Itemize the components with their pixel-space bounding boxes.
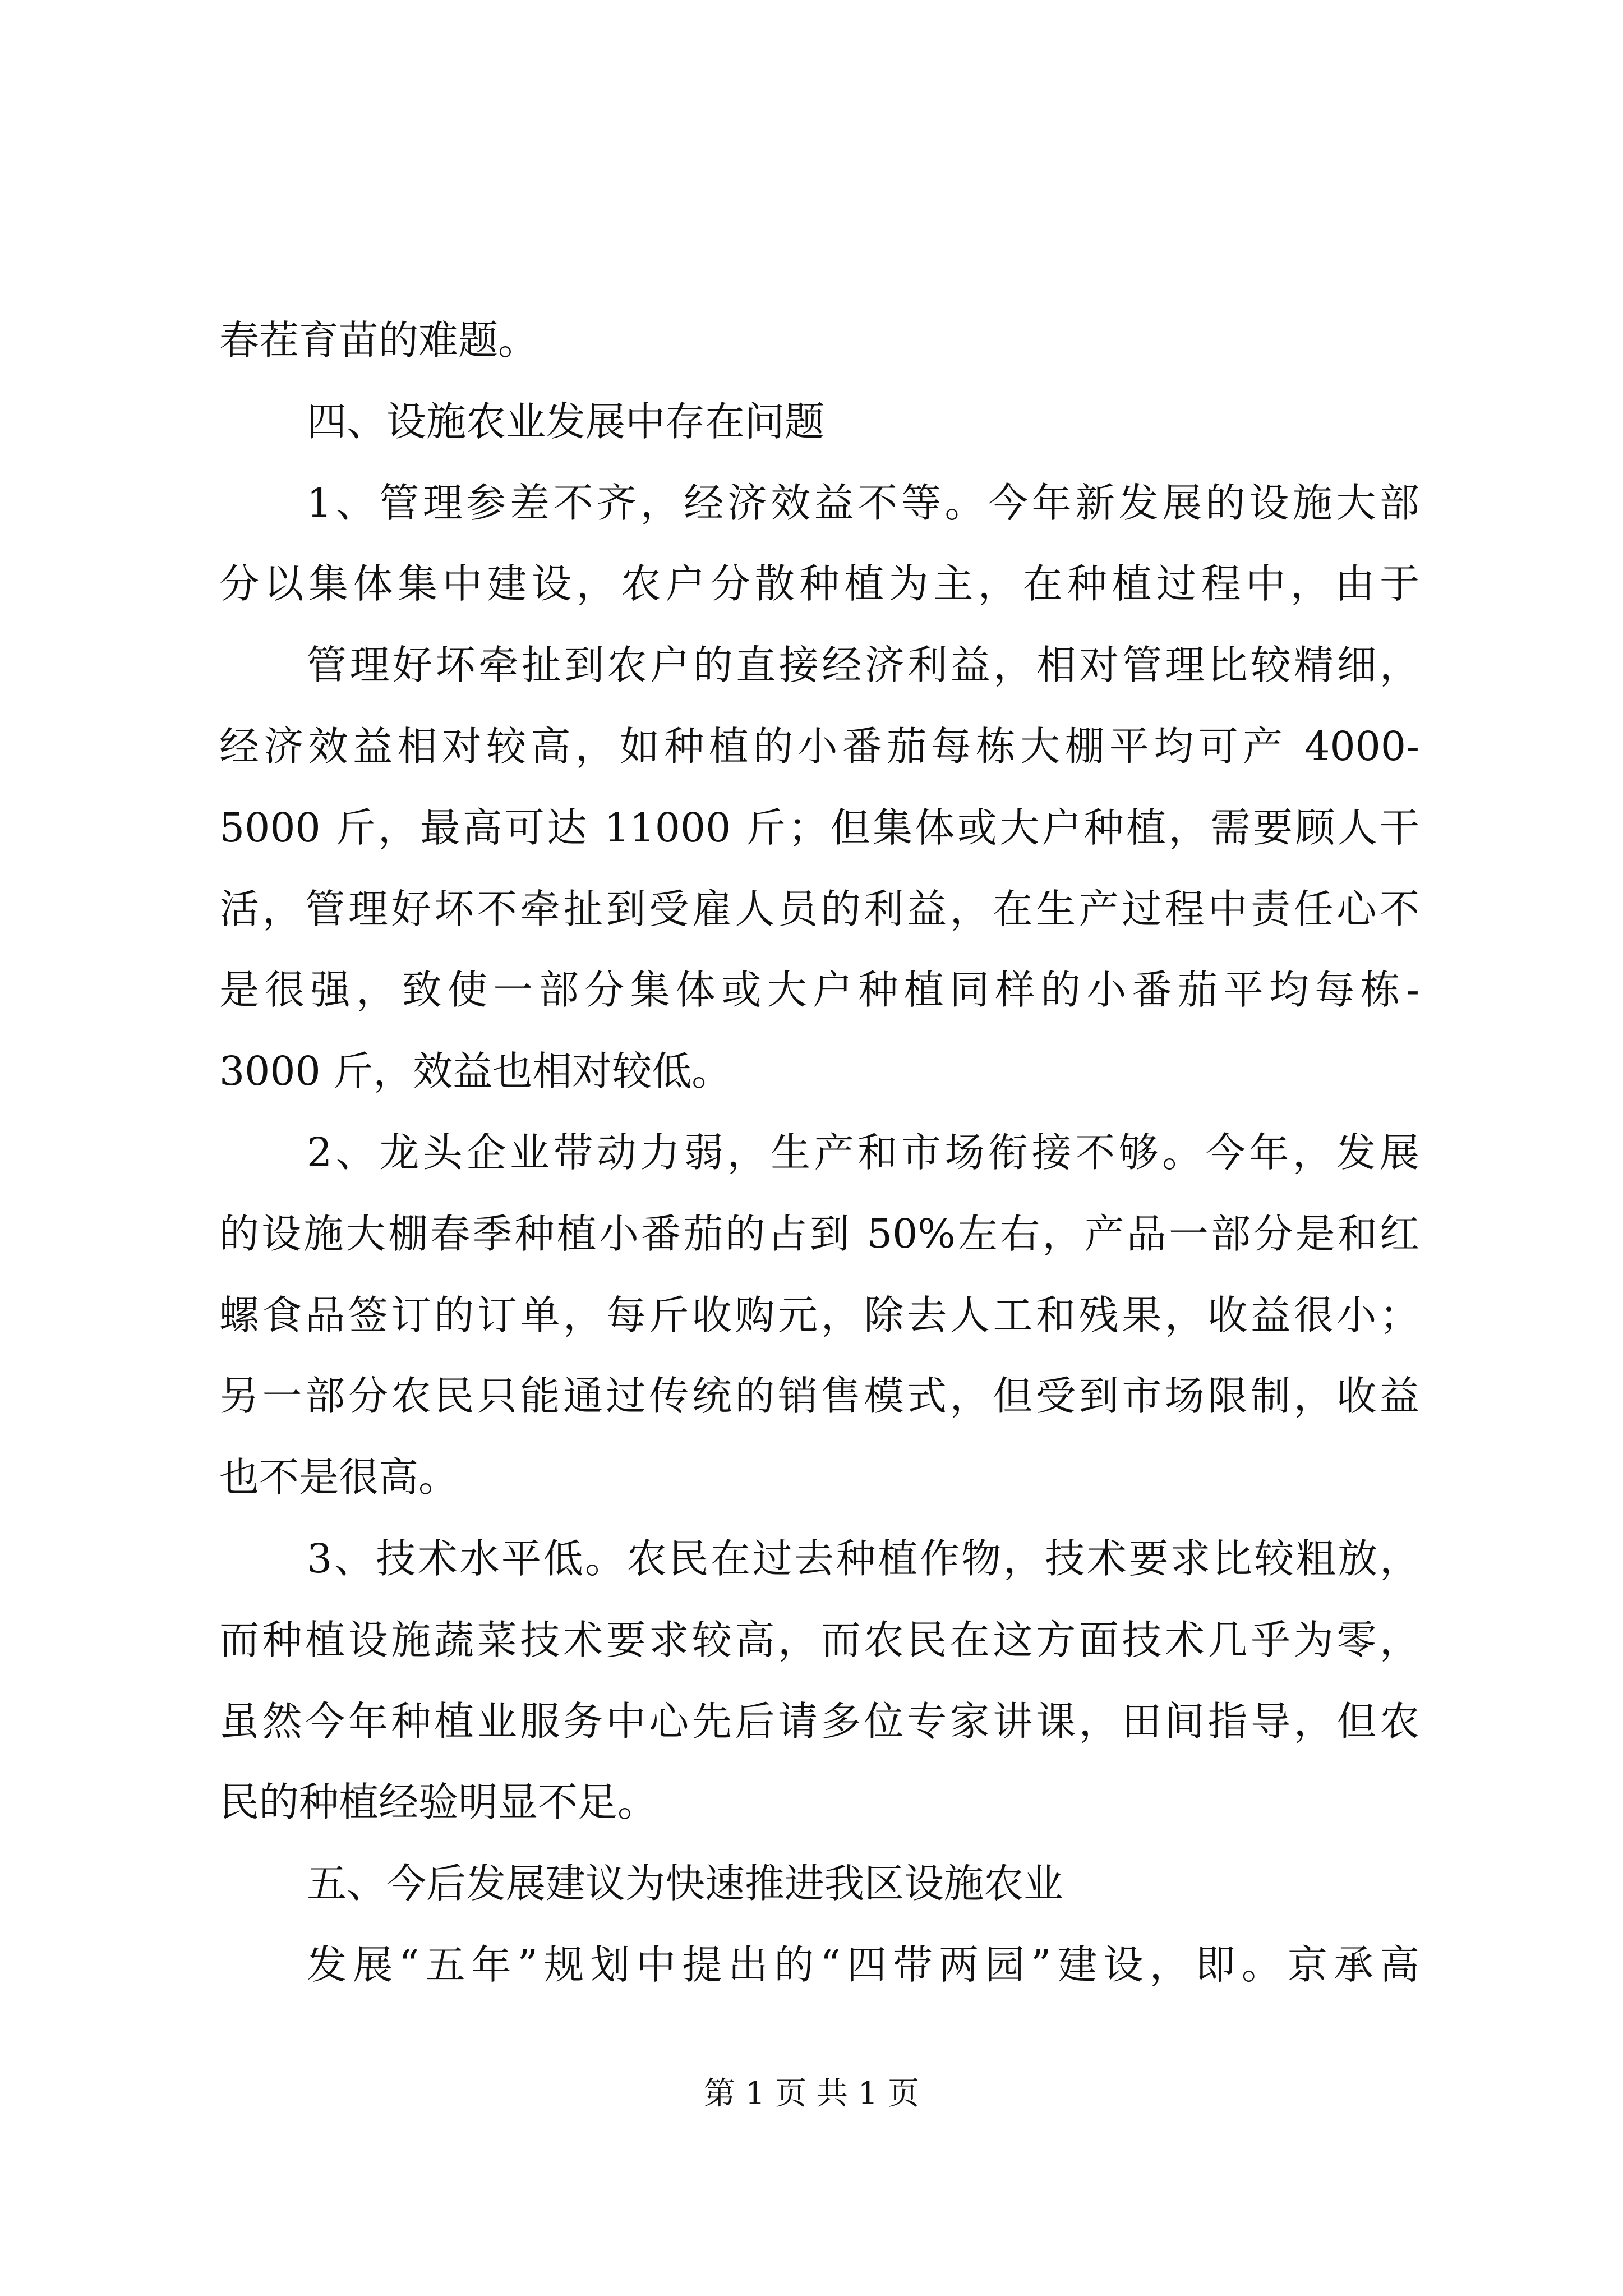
text-line: 5000 斤，最高可达 11000 斤；但集体或大户种植，需要顾人干 xyxy=(219,804,1419,851)
text-line: 虽然今年种植业服务中心先后请多位专家讲课，田间指导，但农 xyxy=(219,1697,1419,1745)
text-line: 而种植设施蔬菜技术要求较高，而农民在这方面技术几乎为零， xyxy=(219,1616,1419,1663)
text-line: 的设施大棚春季种植小番茄的占到 50%左右，产品一部分是和红 xyxy=(219,1210,1419,1257)
text-line: 经济效益相对较高，如种植的小番茄每栋大棚平均可产 4000- xyxy=(219,723,1419,770)
text-line: 2、龙头企业带动力弱，生产和市场衔接不够。今年，发展 xyxy=(307,1129,1419,1176)
text-line: 1、管理参差不齐，经济效益不等。今年新发展的设施大部 xyxy=(307,479,1419,526)
text-line: 是很强，致使一部分集体或大户种植同样的小番茄平均每栋- xyxy=(219,967,1419,1014)
text-line: 也不是很高。 xyxy=(219,1454,459,1501)
page-number-footer: 第 1 页 共 1 页 xyxy=(703,2076,920,2112)
document-body xyxy=(219,300,1419,2006)
text-line: 另一部分农民只能通过传统的销售模式，但受到市场限制，收益 xyxy=(219,1373,1419,1420)
text-line: 管理好坏牵扯到农户的直接经济利益，相对管理比较精细， xyxy=(307,642,1419,689)
section-heading: 五、今后发展建议为快速推进我区设施农业 xyxy=(307,1860,1064,1907)
text-line: 3、技术水平低。农民在过去种植作物，技术要求比较粗放， xyxy=(307,1535,1419,1582)
text-line: 螺食品签订的订单，每斤收购元，除去人工和残果，收益很小； xyxy=(219,1291,1419,1338)
text-line: 民的种植经验明显不足。 xyxy=(219,1779,658,1826)
text-line: 春茬育苗的难题。 xyxy=(219,317,538,364)
text-line: 活，管理好坏不牵扯到受雇人员的利益，在生产过程中责任心不 xyxy=(219,885,1419,932)
text-line: 发展“五年”规划中提出的“四带两园”建设，即。京承高 xyxy=(307,1941,1419,1988)
text-line: 分以集体集中建设，农户分散种植为主，在种植过程中，由于 xyxy=(219,560,1419,608)
section-heading: 四、设施农业发展中存在问题 xyxy=(307,398,825,445)
text-line: 3000 斤，效益也相对较低。 xyxy=(219,1048,732,1095)
